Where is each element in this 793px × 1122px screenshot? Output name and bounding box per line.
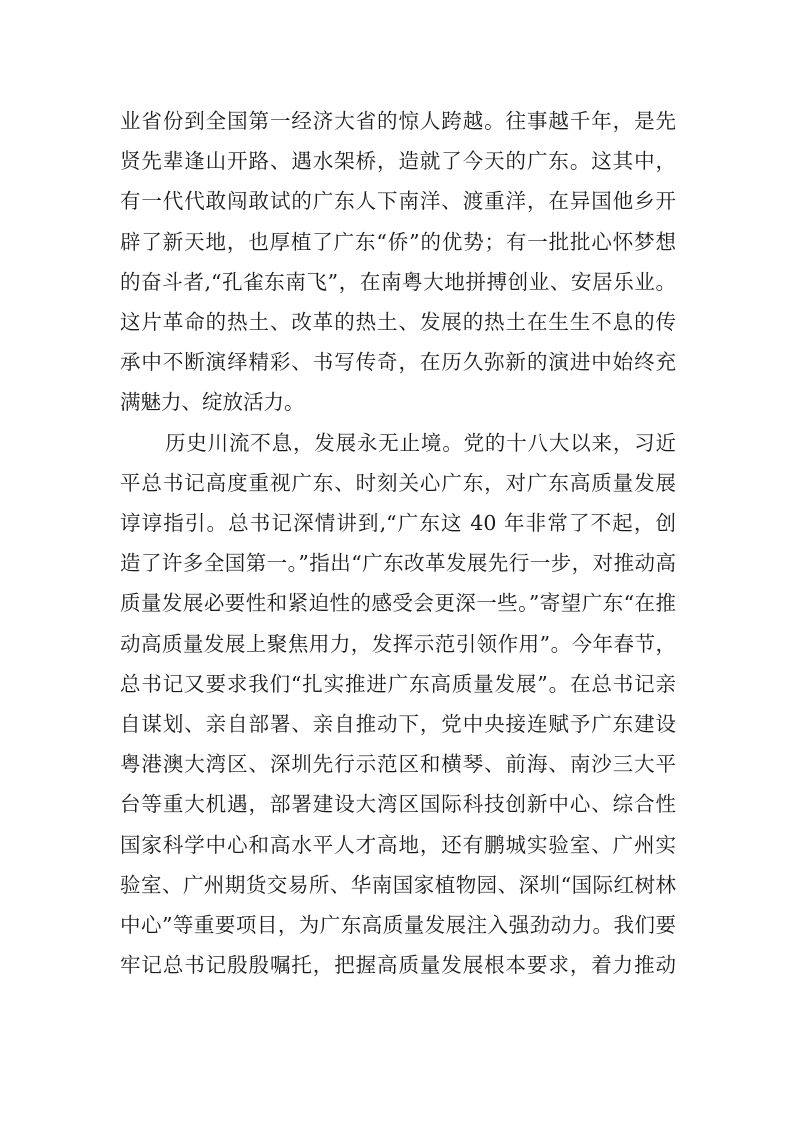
text-line: 验室、广州期货交易所、华南国家植物园、深圳“国际红树林 — [120, 872, 676, 897]
text-line: 粤港澳大湾区、深圳先行示范区和横琴、前海、南沙三大平 — [120, 752, 676, 777]
text-line: 中心”等重要项目，为广东高质量发展注入强劲动力。我们要 — [120, 913, 676, 938]
text-line: 造了许多全国第一。”指出“广东改革发展先行一步，对推动高 — [120, 551, 676, 576]
text-line: 有一代代敢闯敢试的广东人下南洋、渡重洋，在异国他乡开 — [120, 189, 676, 214]
text-line: 业省份到全国第一经济大省的惊人跨越。往事越千年，是先 — [120, 109, 676, 133]
text-line: 总书记又要求我们“扎实推进广东高质量发展”。在总书记亲 — [120, 671, 676, 696]
text-line: 这片革命的热土、改革的热土、发展的热土在生生不息的传 — [120, 310, 676, 335]
text-line: 台等重大机遇，部署建设大湾区国际科技创新中心、综合性 — [120, 792, 676, 817]
text-line: 贤先辈逢山开路、遇水架桥，造就了今天的广东。这其中， — [120, 149, 676, 174]
text-line: 承中不断演绎精彩、书写传奇，在历久弥新的演进中始终充 — [120, 350, 676, 375]
text-line: 牢记总书记殷殷嘱托，把握高质量发展根本要求，着力推动 — [120, 953, 676, 978]
text-line: 辟了新天地，也厚植了广东“侨”的优势；有一批批心怀梦想 — [120, 229, 676, 254]
text-line: 的奋斗者,“孔雀东南飞”，在南粤大地拼搏创业、安居乐业。 — [120, 269, 676, 294]
text-line: 谆谆指引。总书记深情讲到,“广东这 40 年非常了不起，创 — [120, 511, 676, 536]
text-line: 平总书记高度重视广东、时刻关心广东，对广东高质量发展 — [120, 470, 676, 495]
text-line: 满魅力、绽放活力。 — [120, 390, 305, 415]
text-line: 历史川流不息，发展永无止境。党的十八大以来，习近 — [165, 430, 676, 455]
text-line: 动高质量发展上聚焦用力，发挥示范引领作用”。今年春节， — [120, 631, 676, 656]
paragraph-1 — [120, 101, 676, 423]
paragraph-2 — [120, 423, 676, 986]
text-line: 自谋划、亲自部署、亲自推动下，党中央接连赋予广东建设 — [120, 712, 676, 737]
text-line: 国家科学中心和高水平人才高地，还有鹏城实验室、广州实 — [120, 832, 676, 857]
text-line: 质量发展必要性和紧迫性的感受会更深一些。”寄望广东“在推 — [120, 591, 676, 616]
document-page — [120, 101, 676, 985]
